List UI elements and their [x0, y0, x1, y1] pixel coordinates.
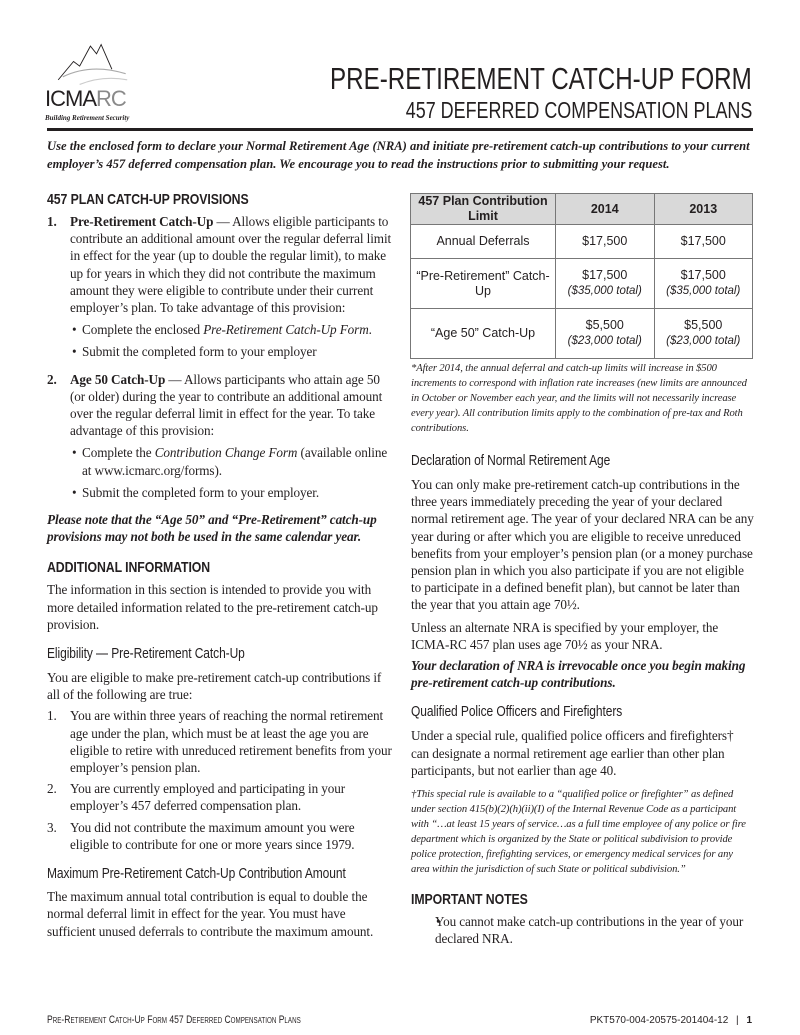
page-subtitle: 457 DEFERRED COMPENSATION PLANS — [405, 97, 752, 123]
icmarc-logo — [45, 40, 145, 124]
item-number: 3. — [47, 819, 57, 835]
item-number: 1. — [47, 214, 57, 229]
eligibility-item — [47, 819, 392, 853]
additional-text: The information in this section is intended to provide you with more detailed information related to the pre-retirement catch-up provision. — [47, 582, 378, 632]
table-row — [411, 225, 753, 259]
logo-wordmark: ICMARC — [45, 86, 126, 111]
table-cell: $5,500 ($23,000 total) — [654, 309, 753, 359]
document-code: PKT570-004-20575-201404-12 — [589, 1015, 729, 1026]
item-text: — Allows eligible participants to contribute an additional amount over the regular deferral limit in effect for the year (up to double the regular limit), to make up for years in which they did not contribute the maximum amount they were eligible to contribute under their current employer’s plan. To take advantage of this provision: — [70, 214, 392, 316]
police-footnote: †This special rule is available to a “qualified police or firefighter” as defined under section 415(b)(2)(h)(ii)(I) of the Internal Revenue Code as a participant with “…at least 15 years of service…as a full time employee of any police or fire department which is organized by the State or political subdivision to provide police protection, firefighting services, or emergency medical services for any area within the jurisdiction of such State or political subdivision.” — [411, 789, 746, 876]
item-term: Pre-Retirement Catch-Up — [70, 214, 214, 229]
provision-pre-retirement — [47, 213, 392, 316]
eligibility-item — [47, 707, 392, 776]
header-rule — [47, 128, 753, 131]
bullet — [47, 321, 392, 338]
item-number: 2. — [47, 781, 57, 797]
left-column — [47, 191, 392, 940]
item-text: — Allows participants who attain age 50 (or older) during the year to contribute an additional amount over the regular deferral limit in effect for the year. To take advantage of this provision: — [70, 371, 383, 439]
table-cell: $17,500 ($35,000 total) — [654, 259, 753, 309]
contribution-limit-table — [410, 193, 753, 359]
bullet-text: (available online at www.icmarc.org/forms). — [82, 445, 388, 478]
column-header: 2014 — [556, 194, 655, 225]
item-text: You are currently employed and participating in your employer’s 457 deferred compensation plan. — [70, 781, 346, 814]
eligibility-item — [47, 780, 392, 814]
nra-text: You can only make pre-retirement catch-up contributions in the three years immediately preceding the year of your declared normal retirement age. The year of your declared NRA can be any year during or after which you are eligible to receive unreduced benefits from your employer’s pension plan (or a money purchase pension plan in which you also participate if you are not eligible to participate in a defined benefit plan), but cannot be later than the year that you attain age 70½. — [411, 477, 754, 613]
note-bullet: • You cannot make catch-up contributions in the year of your declared NRA. — [411, 913, 754, 947]
provisions-heading: 457 PLAN CATCH-UP PROVISIONS — [47, 191, 249, 208]
nra-text-2: Unless an alternate NRA is specified by your employer, the ICMA-RC 457 plan uses age 70½ as your NRA. — [411, 619, 719, 652]
bullet — [47, 444, 392, 478]
bullet: • Submit the completed form to your employer. — [47, 484, 392, 501]
provision-age-50 — [47, 371, 392, 440]
nra-note: Your declaration of NRA is irrevocable once you begin making pre-retirement catch-up contributions. — [411, 658, 746, 691]
separator: | — [736, 1015, 739, 1026]
table-row — [411, 309, 753, 359]
additional-heading: ADDITIONAL INFORMATION — [47, 559, 211, 577]
form-name: Contribution Change Form — [154, 445, 298, 461]
page-number: 1 — [746, 1015, 752, 1026]
logo-tagline: Building Retirement Security — [45, 114, 130, 122]
table-row — [411, 259, 753, 309]
table-footnote: *After 2014, the annual deferral and catch-up limits will increase in $500 increments to correspond with inflation rate increases (new limits are announced in October or November each year, and the limits will not necessarily increase every year). All contribution limits apply to the combination of pre-tax and Roth contributions. — [411, 363, 747, 434]
max-amount-text: The maximum annual total contribution is equal to double the normal deferral limit in effect for the year. You must have sufficient unused deferrals to contribute the maximum amount. — [47, 889, 374, 939]
footer-text: Pre-Retirement Catch-Up Form 457 Deferred Compensation Plans — [47, 1014, 301, 1026]
table-cell: $17,500 — [556, 225, 655, 259]
eligibility-heading: Eligibility — Pre-Retirement Catch-Up — [47, 645, 245, 663]
table-cell: $17,500 ($35,000 total) — [556, 259, 655, 309]
important-notes-heading: IMPORTANT NOTES — [411, 891, 528, 909]
table-cell: $5,500 ($23,000 total) — [556, 309, 655, 359]
page-header — [211, 62, 752, 125]
item-text: You did not contribute the maximum amount you were eligible to contribute for one or more years since 1979. — [70, 819, 355, 852]
intro-text: Use the enclosed form to declare your Normal Retirement Age (NRA) and initiate pre-retirement catch-up contributions to your current employer’s 457 deferred compensation plan. We encourage you to read the instructions prior to submitting your request. — [47, 139, 750, 171]
bullet-text: Complete the — [82, 445, 155, 461]
right-column — [411, 361, 754, 947]
police-text: Under a special rule, qualified police officers and firefighters† can designate a normal retirement age earlier than other plan participants, but not earlier than age 40. — [411, 728, 734, 778]
bullet-text: Complete the enclosed — [82, 322, 204, 338]
row-label: “Age 50” Catch-Up — [411, 309, 556, 359]
eligibility-text: You are eligible to make pre-retirement catch-up contributions if all of the following are true: — [47, 670, 382, 703]
footer-title — [47, 1014, 372, 1027]
column-header: 2013 — [654, 194, 753, 225]
table-cell: $17,500 — [654, 225, 753, 259]
row-label: “Pre-Retirement” Catch-Up — [411, 259, 556, 309]
row-label: Annual Deferrals — [411, 225, 556, 259]
nra-heading: Declaration of Normal Retirement Age — [411, 452, 611, 469]
bullet: • Submit the completed form to your employer — [47, 343, 392, 360]
max-amount-heading: Maximum Pre-Retirement Catch-Up Contribution Amount — [47, 865, 346, 883]
item-text: You are within three years of reaching the normal retirement age under the plan, which must be at least the age you are eligible to retire with unreduced retirement benefits from your employer’s pension plan. — [70, 708, 392, 776]
bullet-text: . — [368, 322, 372, 338]
item-term: Age 50 Catch-Up — [70, 371, 166, 387]
item-number: 2. — [47, 371, 57, 387]
mountain-logo-icon — [45, 40, 145, 86]
table-header-row — [411, 194, 753, 225]
footer-page-info — [590, 1014, 752, 1027]
form-name: Pre-Retirement Catch-Up Form — [203, 322, 369, 338]
police-heading: Qualified Police Officers and Firefighters — [411, 703, 623, 721]
page-title: PRE-RETIREMENT CATCH-UP FORM — [330, 61, 752, 96]
catch-up-note: Please note that the “Age 50” and “Pre-Retirement” catch-up provisions may not both be used in the same calendar year. — [47, 512, 377, 545]
column-header: 457 Plan Contribution Limit — [411, 194, 556, 225]
item-number: 1. — [47, 708, 57, 724]
